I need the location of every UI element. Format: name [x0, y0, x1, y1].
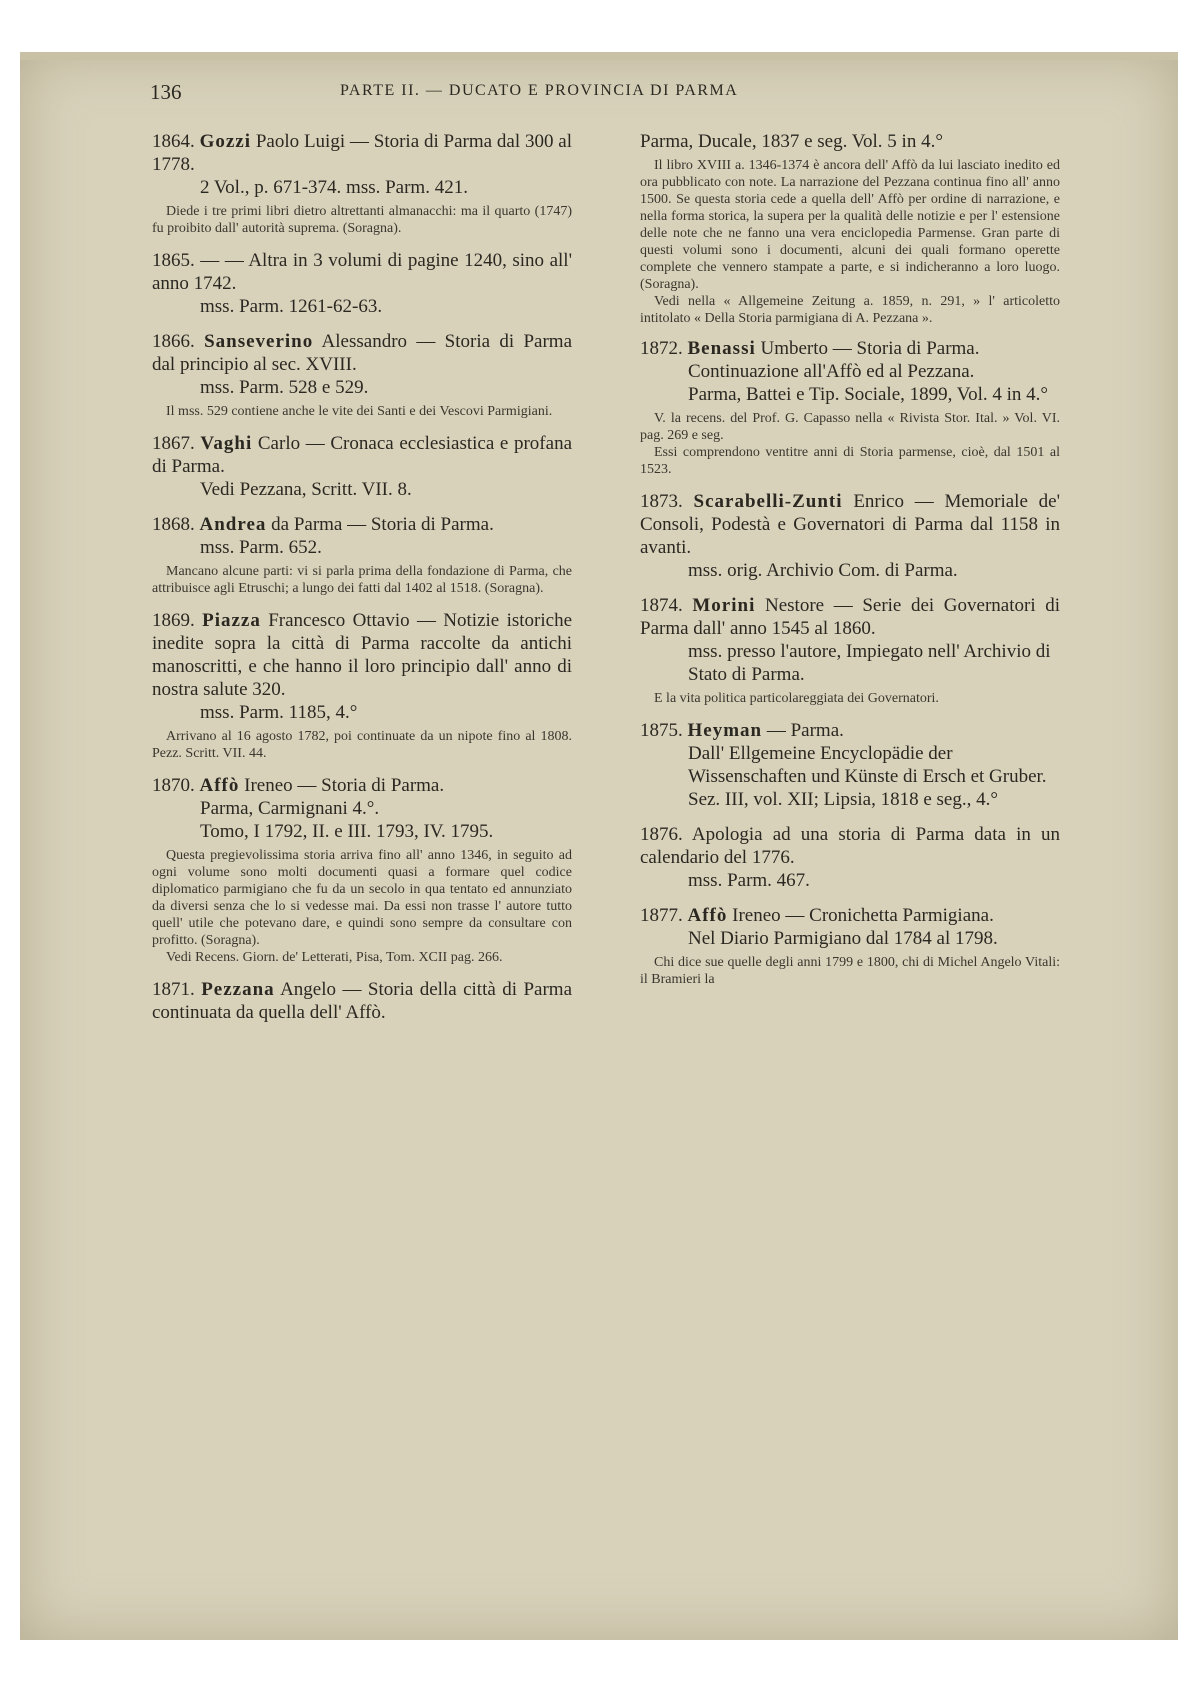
entry-number: 1868.	[152, 514, 195, 535]
page-number: 136	[150, 80, 182, 104]
bibliography-entry	[640, 337, 1060, 478]
left-column	[152, 130, 572, 1036]
entry-note: Arrivano al 16 agosto 1782, poi continuate da un nipote fino al 1808. Pezz. Scritt. VII. 44.	[152, 729, 572, 761]
entry-author: Heyman	[687, 720, 763, 741]
entry-author: Andrea	[199, 514, 267, 535]
entry-number: 1864.	[152, 131, 195, 152]
entry-reference: mss. Parm. 652.	[200, 537, 322, 558]
entry-number: 1869.	[152, 610, 195, 631]
bibliography-entry	[152, 513, 572, 597]
entry-author: Affò	[199, 775, 240, 796]
entry-number: 1870.	[152, 775, 195, 796]
bibliography-entry	[152, 330, 572, 420]
entry-note: Questa pregievolissima storia arriva fino all' anno 1346, in seguito ad ogni volume sono molti documenti quasi a formare quel codice diplomatico parmigiano che fu da un secolo in qua tentato ed annunziato da diversi senza che lo si vedesse mai. Da essi non trasse l' autore tutto quell' utile che potevano dare, e quindi sono sempre da consultare con profitto. (Soragna).	[152, 848, 572, 948]
entry-heading	[152, 130, 572, 176]
entry-title: Ireneo — Storia di Parma.	[239, 775, 445, 796]
entry-heading	[640, 719, 1060, 742]
entry-title: Enrico — Memoriale de' Consoli, Podestà e Governatori di Parma dal 1158 in avanti.	[640, 491, 1061, 558]
entry-number: 1875.	[640, 720, 683, 741]
entry-heading	[152, 609, 572, 701]
entry-title: Carlo — Cronaca ecclesiastica e profana di Parma.	[152, 433, 573, 477]
entry-reference: mss. Parm. 1185, 4.°	[200, 702, 358, 723]
entry-title: Apologia ad una storia di Parma data in un calendario del 1776.	[640, 824, 1060, 868]
bibliography-entry	[152, 432, 572, 501]
bibliography-entry	[152, 978, 572, 1024]
bibliography-entry	[152, 249, 572, 318]
entry-heading	[152, 513, 572, 536]
entry-note: Chi dice sue quelle degli anni 1799 e 1800, chi di Michel Angelo Vitali: il Bramieri la	[640, 955, 1060, 987]
entry-title: Ireneo — Cronichetta Parmigiana.	[727, 905, 994, 926]
entry-reference: Dall' Ellgemeine Encyclopädie der Wissenschaften und Künste di Ersch et Gruber.	[688, 743, 1047, 787]
running-header	[150, 80, 970, 108]
entry-number: 1867.	[152, 433, 195, 454]
running-title: PARTE II. — DUCATO E PROVINCIA DI PARMA	[340, 82, 739, 99]
entry-heading	[152, 249, 572, 295]
continuation-note: Vedi nella « Allgemeine Zeitung a. 1859, n. 291, » l' articoletto intitolato « Della Storia parmigiana di A. Pezzana ».	[640, 294, 1060, 326]
entry-number: 1872.	[640, 338, 683, 359]
entry-reference: mss. Parm. 1261-62-63.	[200, 296, 383, 317]
entry-reference: Vedi Pezzana, Scritt. VII. 8.	[200, 479, 412, 500]
entry-note: V. la recens. del Prof. G. Capasso nella « Rivista Stor. Ital. » Vol. VI. pag. 269 e seg.	[640, 411, 1060, 443]
entry-author: Scarabelli-Zunti	[693, 491, 843, 512]
entry-number: 1876.	[640, 824, 683, 845]
entry-note: Mancano alcune parti: vi si parla prima della fondazione di Parma, che attribuisce agli Etruschi; a lungo dei fatti dal 1402 al 1518. (Soragna).	[152, 564, 572, 596]
bibliography-entry	[640, 823, 1060, 892]
entry-reference: Sez. III, vol. XII; Lipsia, 1818 e seg., 4.°	[688, 789, 998, 810]
entry-author: Sanseverino	[204, 331, 314, 352]
entry-title: Umberto — Storia di Parma.	[755, 338, 980, 359]
bibliography-entry	[152, 774, 572, 966]
entry-title: da Parma — Storia di Parma.	[266, 514, 494, 535]
entry-reference: Nel Diario Parmigiano dal 1784 al 1798.	[688, 928, 998, 949]
entry-title: Alessandro — Storia di Parma dal principio al sec. XVIII.	[152, 331, 573, 375]
entry-number: 1866.	[152, 331, 195, 352]
bibliography-entry	[640, 719, 1060, 811]
entry-title: — — Altra in 3 volumi di pagine 1240, sino all' anno 1742.	[152, 250, 573, 294]
entry-number: 1877.	[640, 905, 683, 926]
bibliography-entry	[640, 490, 1060, 582]
entry-reference: Continuazione all'Affò ed al Pezzana.	[688, 361, 975, 382]
entry-number: 1873.	[640, 491, 683, 512]
entry-title: Angelo — Storia della città di Parma continuata da quella dell' Affò.	[152, 979, 573, 1023]
entry-heading	[152, 432, 572, 478]
entry-heading	[640, 594, 1060, 640]
entry-author: Vaghi	[200, 433, 253, 454]
entry-heading	[640, 904, 1060, 927]
bibliography-entry	[152, 130, 572, 237]
entry-note: Essi comprendono ventitre anni di Storia parmense, cioè, dal 1501 al 1523.	[640, 445, 1060, 477]
entry-reference: mss. Parm. 528 e 529.	[200, 377, 369, 398]
entry-author: Piazza	[202, 610, 261, 631]
continuation-text: Parma, Ducale, 1837 e seg. Vol. 5 in 4.°	[640, 131, 943, 152]
entry-number: 1865.	[152, 250, 195, 271]
right-column	[640, 130, 1060, 1000]
entry-author: Benassi	[687, 338, 756, 359]
entry-title: Francesco Ottavio — Notizie istoriche inedite sopra la città di Parma raccolte da antichi manoscritti, e che hanno il loro principio dall' anno di nostra salute 320.	[152, 610, 573, 700]
bibliography-entry	[640, 594, 1060, 707]
entry-heading	[152, 774, 572, 797]
entry-heading	[152, 978, 572, 1024]
entry-reference: mss. Parm. 467.	[688, 870, 810, 891]
bibliography-entry	[640, 904, 1060, 988]
entry-heading	[640, 823, 1060, 869]
entry-author: Gozzi	[199, 131, 252, 152]
entry-title: Paolo Luigi — Storia di Parma dal 300 al 1778.	[152, 131, 572, 175]
entry-reference: Parma, Battei e Tip. Sociale, 1899, Vol. 4 in 4.°	[688, 384, 1048, 405]
entry-note: Vedi Recens. Giorn. de' Letterati, Pisa, Tom. XCII pag. 266.	[166, 950, 503, 965]
entry-note: E la vita politica particolareggiata dei Governatori.	[654, 691, 939, 706]
entry-heading	[640, 490, 1060, 559]
entry-author: Affò	[687, 905, 728, 926]
entry-author: Pezzana	[201, 979, 275, 1000]
entry-note: Diede i tre primi libri dietro altrettanti almanacchi: ma il quarto (1747) fu proibito dall' autorità suprema. (Soragna).	[152, 204, 572, 236]
entry-title: — Parma.	[762, 720, 844, 741]
entry-reference: mss. presso l'autore, Impiegato nell' Archivio di Stato di Parma.	[688, 641, 1051, 685]
entry-heading	[152, 330, 572, 376]
entry-number: 1871.	[152, 979, 195, 1000]
entry-author: Morini	[692, 595, 756, 616]
entry-reference: 2 Vol., p. 671-374. mss. Parm. 421.	[200, 177, 468, 198]
entry-reference: Parma, Carmignani 4.°.	[200, 798, 380, 819]
entry-title: Nestore — Serie dei Governatori di Parma dall' anno 1545 al 1860.	[640, 595, 1061, 639]
entry-reference: mss. orig. Archivio Com. di Parma.	[688, 560, 958, 581]
continuation-note: Il libro XVIII a. 1346-1374 è ancora dell' Affò da lui lasciato inedito ed ora pubblicato con note. La narrazione del Pezzana continua fino all' anno 1500. Se questa storia cede a quella dell' Affò per ordine di narrazione, e nella forma storica, la supera per la qualità delle notizie e per l' estensione delle note che ne fanno una vera enciclopedia Parmense. Gran parte di questi volumi sono i documenti, alcuni dei quali formano operette complete che vennero stampate a parte, e si indicheranno a loro luogo. (Soragna).	[640, 158, 1060, 292]
entry-number: 1874.	[640, 595, 683, 616]
entry-note: Il mss. 529 contiene anche le vite dei Santi e dei Vescovi Parmigiani.	[166, 404, 553, 419]
entry-reference: Tomo, I 1792, II. e III. 1793, IV. 1795.	[200, 821, 494, 842]
bibliography-entry	[152, 609, 572, 762]
entry-heading	[640, 337, 1060, 360]
